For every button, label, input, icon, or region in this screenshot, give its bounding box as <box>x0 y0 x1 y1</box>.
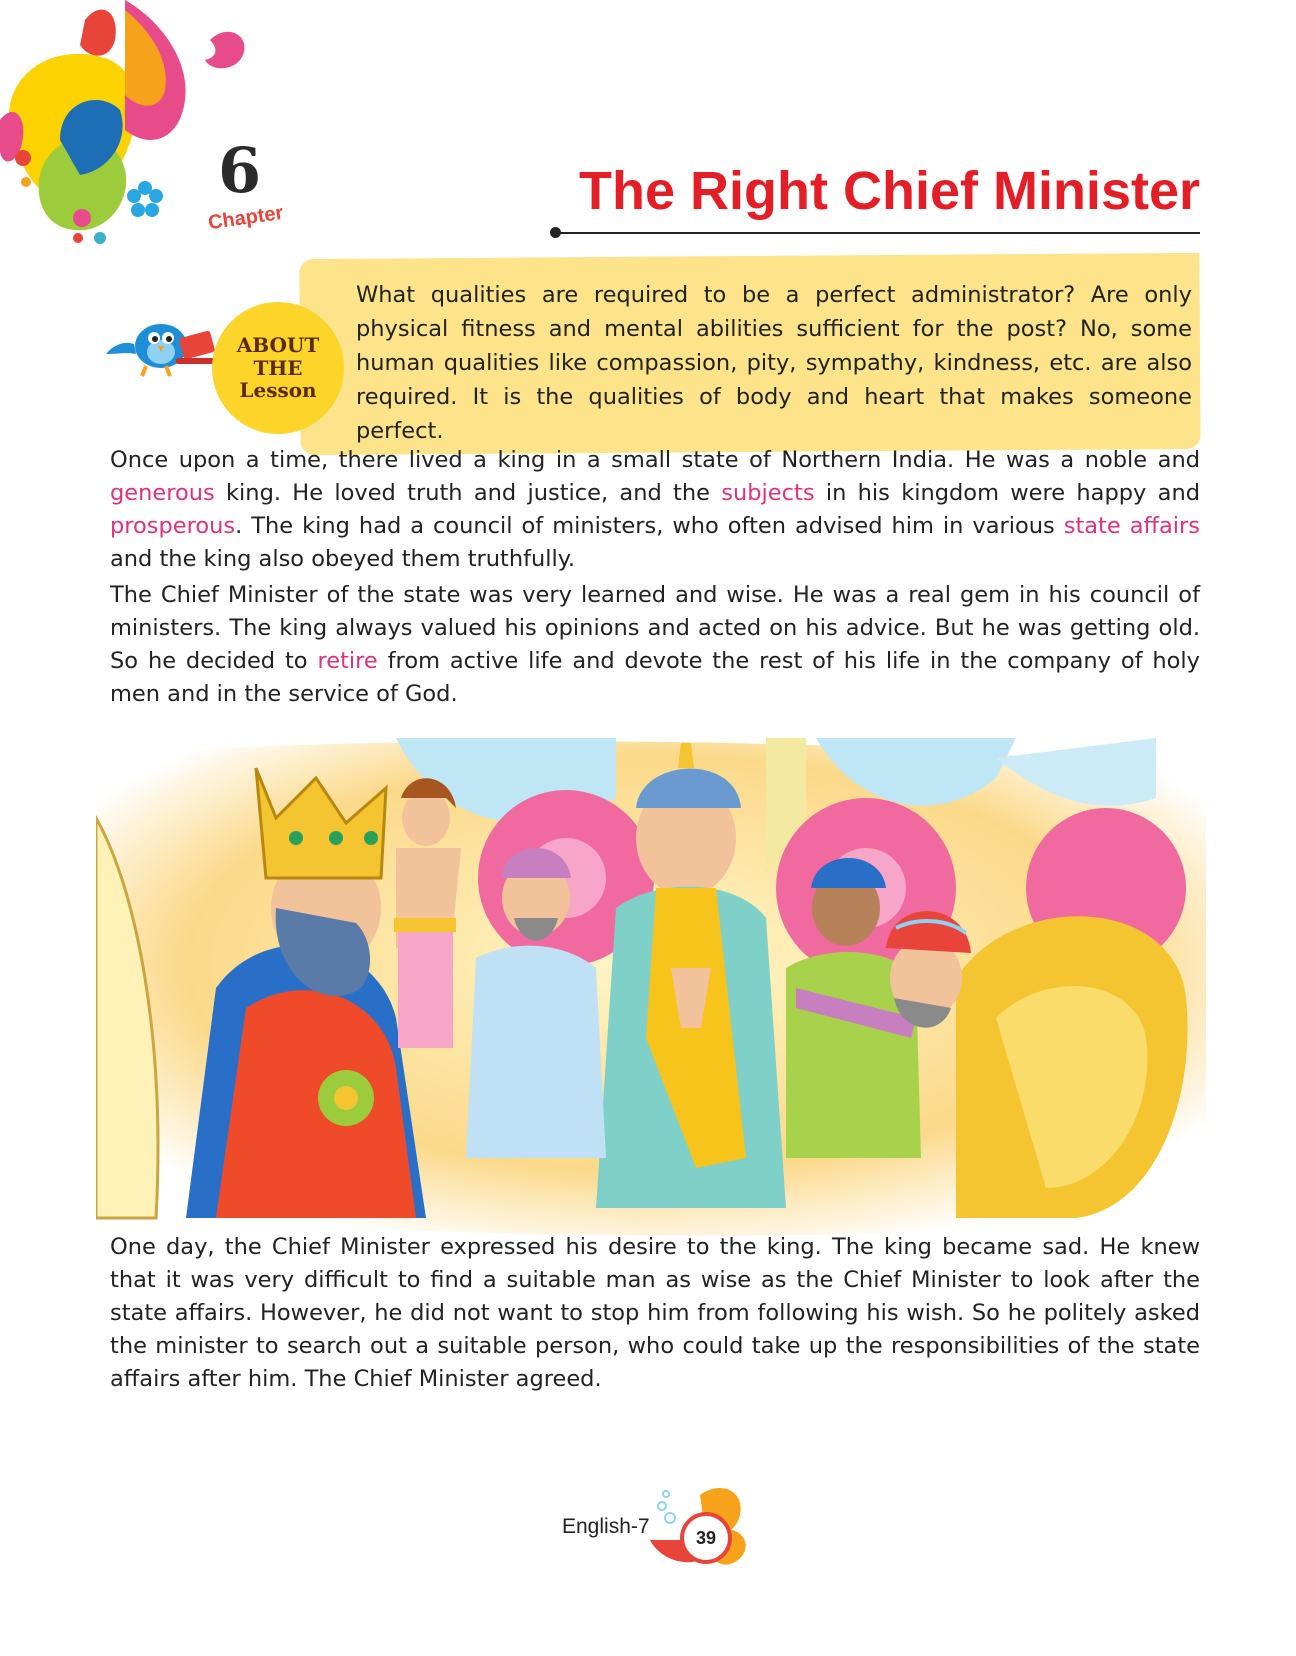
page-number: 39 <box>680 1512 732 1564</box>
book-label: English-7 <box>562 1515 650 1538</box>
page-title: The Right Chief Minister <box>579 161 1200 221</box>
story-paragraph-3: One day, the Chief Minister expressed his desire to the king. The king became sad. He knew that it was very difficult to find a suitable man as wise as the Chief Minister to look after the state affairs. However, he did not want to stop him from following his wish. So he politely asked the minister to search out a suitable person, who could take up the responsibilities of the state affairs after him. The Chief Minister agreed. <box>110 1234 1200 1392</box>
vocab-generous: generous <box>110 480 215 506</box>
vocab-subjects: subjects <box>721 480 815 506</box>
p1-text-5: and the king also obeyed them truthfully. <box>110 546 576 572</box>
about-badge-line3: Lesson <box>239 378 317 403</box>
vocab-prosperous: prosperous <box>110 513 236 539</box>
about-badge-line1: ABOUT <box>236 333 320 358</box>
about-badge-line2: THE <box>253 355 303 380</box>
chapter-label: Chapter <box>206 201 285 235</box>
bird-laptop-icon <box>106 314 226 384</box>
p2-text-2: from active life and devote the rest of his life in the company of holy men and in the service of God. <box>110 648 1200 707</box>
story-illustration <box>96 738 1206 1238</box>
story-paragraph-2 <box>110 579 1200 711</box>
title-underline <box>556 232 1200 234</box>
p2-text-1: The Chief Minister of the state was very learned and wise. He was a real gem in his council of ministers. The king always valued his opinions and acted on his advice. But he was getting old. So he decided to <box>110 582 1200 674</box>
p1-text-4: . The king had a council of ministers, who often advised him in various <box>235 513 1064 539</box>
p1-text-2: king. He loved truth and justice, and the <box>214 480 722 506</box>
p1-text-3: in his kingdom were happy and <box>814 480 1200 506</box>
story-paragraph-1 <box>110 444 1200 576</box>
about-lesson-text: What qualities are required to be a perfect administrator? Are only physical fitness and mental abilities sufficient for the post? No, some human qualities like compassion, pity, sympathy, kindness, etc. are also required. It is the qualities of body and heart that makes someone perfect. <box>356 282 1192 444</box>
vocab-retire: retire <box>317 648 378 674</box>
p1-text-1: Once upon a time, there lived a king in a small state of Northern India. He was a noble and <box>110 447 1200 473</box>
about-lesson-badge <box>212 302 344 434</box>
chapter-number: 6 <box>218 134 262 207</box>
title-underline-dot <box>550 227 561 238</box>
vocab-state-affairs: state affairs <box>1063 513 1201 539</box>
